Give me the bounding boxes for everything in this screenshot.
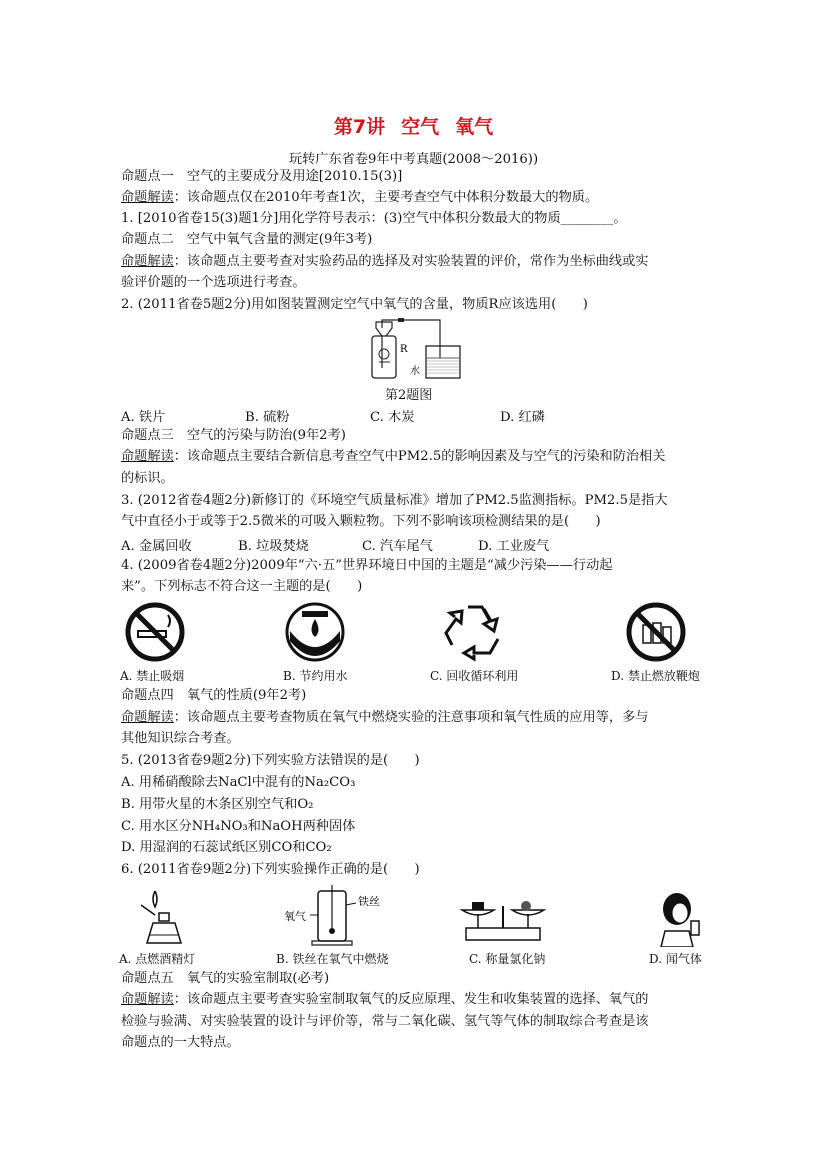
oxygen-measurement-apparatus-figure (360, 318, 470, 384)
page-title (0, 112, 827, 139)
balance-scale-icon (458, 892, 548, 944)
q5-option-d: D. 用湿润的石蕊试纸区别CO和CO₂ (121, 840, 332, 855)
title-oxygen: 氧气 (455, 116, 494, 138)
topic4-interp-line2: 其他知识综合考查。 (121, 731, 240, 746)
interp-label: 命题解读 (121, 710, 174, 725)
lecture-number: 第7讲 (333, 116, 386, 138)
topic1-heading: 命题点一 空气的主要成分及用途[2010.15(3)] (121, 169, 403, 184)
q5-option-c: C. 用水区分NH₄NO₃和NaOH两种固体 (121, 819, 356, 834)
sign-caption-a: A. 禁止吸烟 (120, 669, 185, 683)
figure-2-caption: 第2题图 (385, 388, 433, 403)
question-2: 2. (2011省卷5题2分)用如图装置测定空气中氧气的含量，物质R应该选用( ) (121, 297, 588, 312)
q3-option-a: A. 金属回收 (121, 539, 192, 554)
q5-option-b: B. 用带火星的木条区别空气和O₂ (121, 797, 314, 812)
q2-option-b: B. 硫粉 (245, 410, 290, 425)
interp-text: ：该命题点主要结合新信息考查空气中PM2.5的影响因素及与空气的污染和防治相关 (173, 449, 666, 464)
interp-text: ：该命题点仅在2010年考查1次，主要考查空气中体积分数最大的物质。 (173, 190, 599, 205)
label-r: R (400, 344, 408, 355)
page-subtitle: 玩转广东省卷9年中考真题(2008～2016)) (288, 152, 539, 167)
sign-caption-b: B. 节约用水 (283, 669, 348, 683)
interp-text: ：该命题点主要考查物质在氧气中燃烧实验的注意事项和氧气性质的应用等，多与 (173, 710, 649, 725)
q6-caption-b: B. 铁丝在氧气中燃烧 (276, 952, 389, 966)
topic4-interp-line1 (121, 709, 649, 727)
question-3-line1: 3. (2012省卷4题2分)新修订的《环境空气质量标准》增加了PM2.5监测指标。PM2.5是指大 (121, 493, 668, 508)
label-iron-wire: 铁丝 (358, 895, 380, 908)
recycle-icon (442, 601, 508, 663)
topic2-interp-line1 (121, 253, 649, 271)
q2-option-c: C. 木炭 (370, 410, 415, 425)
topic5-heading: 命题点五 氧气的实验室制取(必考) (121, 971, 330, 986)
q6-caption-d: D. 闻气体 (649, 952, 702, 966)
smelling-gas-icon (655, 885, 707, 947)
topic4-heading: 命题点四 氧气的性质(9年2考) (121, 688, 307, 703)
interp-label: 命题解读 (121, 190, 174, 205)
question-1: 1. [2010省卷15(3)题1分]用化学符号表示：(3)空气中体积分数最大的物质________。 (121, 211, 627, 226)
interp-label: 命题解读 (121, 254, 174, 269)
topic2-heading: 命题点二 空气中氧气含量的测定(9年3考) (121, 232, 373, 247)
interp-label: 命题解读 (121, 449, 174, 464)
topic3-interp-line1 (121, 448, 665, 466)
question-4-line2: 来”。下列标志不符合这一主题的是( ) (121, 579, 363, 594)
topic5-interp-line1 (121, 991, 649, 1009)
question-3-line2: 气中直径小于或等于2.5微米的可吸入颗粒物。下列不影响该项检测结果的是( ) (121, 514, 601, 529)
interp-label: 命题解读 (121, 992, 174, 1007)
no-firecrackers-icon (625, 601, 687, 663)
no-smoking-icon (124, 601, 186, 663)
topic1-interp (121, 189, 598, 207)
topic5-interp-line2: 检验与验满、对实验装置的设计与评价等，常与二氧化碳、氢气等气体的制取综合考查是该 (121, 1014, 649, 1029)
question-4-line1: 4. (2009省卷4题2分)2009年“六·五”世界环境日中国的主题是“减少污染——行动起 (121, 558, 613, 573)
topic5-interp-line3: 命题点的一大特点。 (121, 1035, 240, 1050)
q6-caption-a: A. 点燃酒精灯 (119, 952, 196, 966)
topic3-interp-line2: 的标识。 (121, 471, 174, 486)
q2-option-a: A. 铁片 (121, 410, 166, 425)
alcohol-lamp-icon (135, 885, 195, 947)
sign-caption-c: C. 回收循环利用 (430, 669, 519, 683)
save-water-icon (284, 601, 346, 663)
q6-caption-c: C. 称量氯化钠 (469, 952, 546, 966)
q5-option-a: A. 用稀硝酸除去NaCl中混有的Na₂CO₃ (121, 775, 356, 790)
q3-option-c: C. 汽车尾气 (362, 539, 433, 554)
topic2-interp-line2: 验评价题的一个选项进行考查。 (121, 275, 306, 290)
question-5: 5. (2013省卷9题2分)下列实验方法错误的是( ) (121, 753, 420, 768)
interp-text: ：该命题点主要考查实验室制取氧气的反应原理、发生和收集装置的选择、氧气的 (173, 992, 649, 1007)
sign-caption-d: D. 禁止燃放鞭炮 (611, 669, 700, 683)
question-6: 6. (2011省卷9题2分)下列实验操作正确的是( ) (121, 862, 420, 877)
q3-option-d: D. 工业废气 (478, 539, 550, 554)
title-air: 空气 (401, 116, 440, 138)
iron-wire-combustion-icon (282, 885, 392, 947)
q3-option-b: B. 垃圾焚烧 (238, 539, 309, 554)
interp-text: ：该命题点主要考查对实验药品的选择及对实验装置的评价，常作为坐标曲线或实 (173, 254, 649, 269)
label-oxygen: 氧气 (284, 910, 306, 923)
q2-option-d: D. 红磷 (500, 410, 545, 425)
topic3-heading: 命题点三 空气的污染与防治(9年2考) (121, 428, 346, 443)
label-water: 水 (410, 366, 420, 377)
